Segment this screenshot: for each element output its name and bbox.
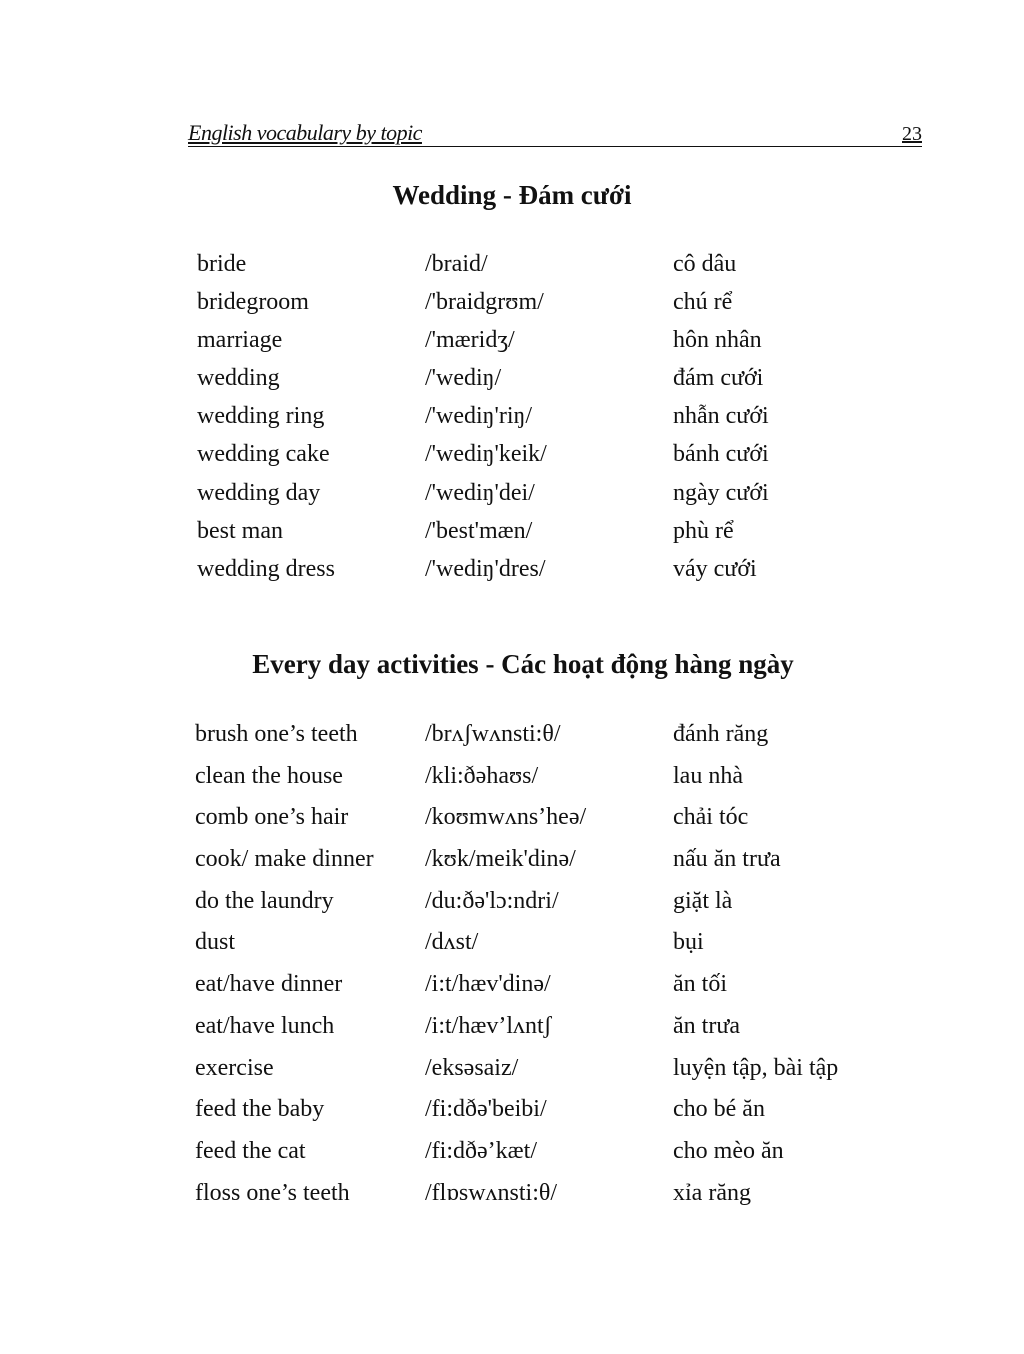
vocab-row [195, 1055, 873, 1097]
vocab-word: wedding day [197, 479, 321, 506]
page-number: 23 [902, 123, 922, 145]
vocab-row [195, 804, 873, 846]
vocab-ipa: /dʌst/ [425, 929, 479, 956]
vocab-meaning: chải tóc [673, 804, 749, 831]
vocab-table-activities [195, 721, 873, 1221]
vocab-row [197, 365, 873, 403]
vocab-meaning: luyện tập, bài tập [673, 1054, 839, 1081]
vocab-table-wedding [197, 251, 873, 594]
page-header [188, 118, 922, 147]
vocab-ipa: /eksəsaiz/ [425, 1054, 519, 1081]
vocab-row [195, 1138, 873, 1180]
vocab-word: feed the baby [195, 1096, 325, 1123]
vocab-ipa: /'braidgrʊm/ [425, 289, 544, 316]
vocab-word: floss one’s teeth [195, 1179, 350, 1206]
vocab-meaning: bánh cưới [673, 441, 769, 468]
vocab-word: exercise [195, 1054, 274, 1081]
book-title: English vocabulary by topic [188, 120, 422, 145]
vocab-row [197, 441, 873, 479]
vocab-word: wedding dress [197, 555, 335, 582]
vocab-meaning: giặt là [673, 887, 733, 914]
vocab-meaning: đánh răng [673, 721, 769, 747]
vocab-word: brush one’s teeth [195, 721, 358, 747]
vocab-ipa: /'wediŋ'riŋ/ [425, 403, 533, 430]
vocab-meaning: cho bé ăn [673, 1096, 765, 1123]
vocab-word: marriage [197, 327, 283, 354]
vocab-word: comb one’s hair [195, 804, 349, 831]
vocab-word: wedding ring [197, 403, 325, 430]
vocab-word: feed the cat [195, 1137, 306, 1164]
vocab-meaning: đám cưới [673, 365, 764, 392]
vocab-ipa: /kʊk/meik'dinə/ [425, 846, 576, 873]
vocab-row [197, 556, 873, 594]
vocab-meaning: váy cưới [673, 555, 757, 582]
vocab-word: wedding cake [197, 441, 330, 468]
vocab-meaning: chú rể [673, 289, 733, 316]
vocab-meaning: ăn trưa [673, 1012, 740, 1039]
vocab-word: do the laundry [195, 887, 334, 914]
vocab-ipa: /flɒswʌnsti:θ/ [425, 1179, 558, 1206]
vocab-meaning: xỉa răng [673, 1179, 751, 1206]
vocab-row [197, 403, 873, 441]
vocab-row [195, 888, 873, 930]
vocab-meaning: ngày cưới [673, 479, 769, 506]
vocab-meaning: ăn tối [673, 971, 727, 998]
vocab-word: eat/have dinner [195, 971, 343, 998]
vocab-word: wedding [197, 365, 280, 392]
vocab-row [195, 1013, 873, 1055]
vocab-row [195, 1180, 873, 1222]
vocab-word: best man [197, 517, 283, 544]
vocab-row [195, 971, 873, 1013]
vocab-row [197, 480, 873, 518]
vocab-ipa: /'wediŋ'dres/ [425, 555, 546, 582]
vocab-word: eat/have lunch [195, 1012, 335, 1039]
vocab-word: bride [197, 251, 247, 277]
vocab-row [195, 721, 873, 763]
vocab-meaning: cô dâu [673, 251, 737, 277]
vocab-row [197, 289, 873, 327]
vocab-word: clean the house [195, 762, 343, 789]
vocab-ipa: /fi:dðə’kæt/ [425, 1137, 537, 1164]
vocab-ipa: /kli:ðəhaʊs/ [425, 762, 539, 789]
vocab-ipa: /brʌʃwʌnsti:θ/ [425, 721, 561, 747]
vocab-ipa: /du:ðə'lɔ:ndri/ [425, 887, 559, 914]
vocab-word: dust [195, 929, 236, 956]
vocab-row [197, 251, 873, 289]
section-title-activities: Every day activities - Các hoạt động hàng ngày [252, 649, 794, 679]
vocab-row [197, 518, 873, 556]
vocab-row [195, 1096, 873, 1138]
vocab-row [197, 327, 873, 365]
vocab-ipa: /koʊmwʌns’heə/ [425, 804, 587, 831]
vocab-ipa: /'wediŋ/ [425, 365, 502, 392]
vocab-ipa: /i:t/hæv’lʌntʃ [425, 1012, 552, 1039]
vocab-ipa: /'wediŋ'keik/ [425, 441, 547, 468]
vocab-meaning: cho mèo ăn [673, 1137, 784, 1164]
vocab-ipa: /'wediŋ'dei/ [425, 479, 535, 506]
vocab-ipa: /'best'mæn/ [425, 517, 533, 544]
vocab-meaning: phù rể [673, 517, 734, 544]
vocab-word: cook/ make dinner [195, 846, 374, 873]
vocab-row [195, 763, 873, 805]
vocab-meaning: hôn nhân [673, 327, 762, 354]
vocab-ipa: /braid/ [425, 251, 488, 277]
vocab-ipa: /fi:dðə'beibi/ [425, 1096, 547, 1123]
vocab-ipa: /'mæridʒ/ [425, 327, 515, 354]
vocab-meaning: nhẫn cưới [673, 403, 769, 430]
vocab-row [195, 846, 873, 888]
vocab-meaning: nấu ăn trưa [673, 846, 781, 873]
vocab-ipa: /i:t/hæv'dinə/ [425, 971, 551, 998]
vocab-meaning: bụi [673, 929, 704, 956]
section-title-wedding: Wedding - Đám cưới [392, 180, 632, 210]
vocab-row [195, 929, 873, 971]
vocab-meaning: lau nhà [673, 762, 743, 789]
vocab-word: bridegroom [197, 289, 309, 316]
